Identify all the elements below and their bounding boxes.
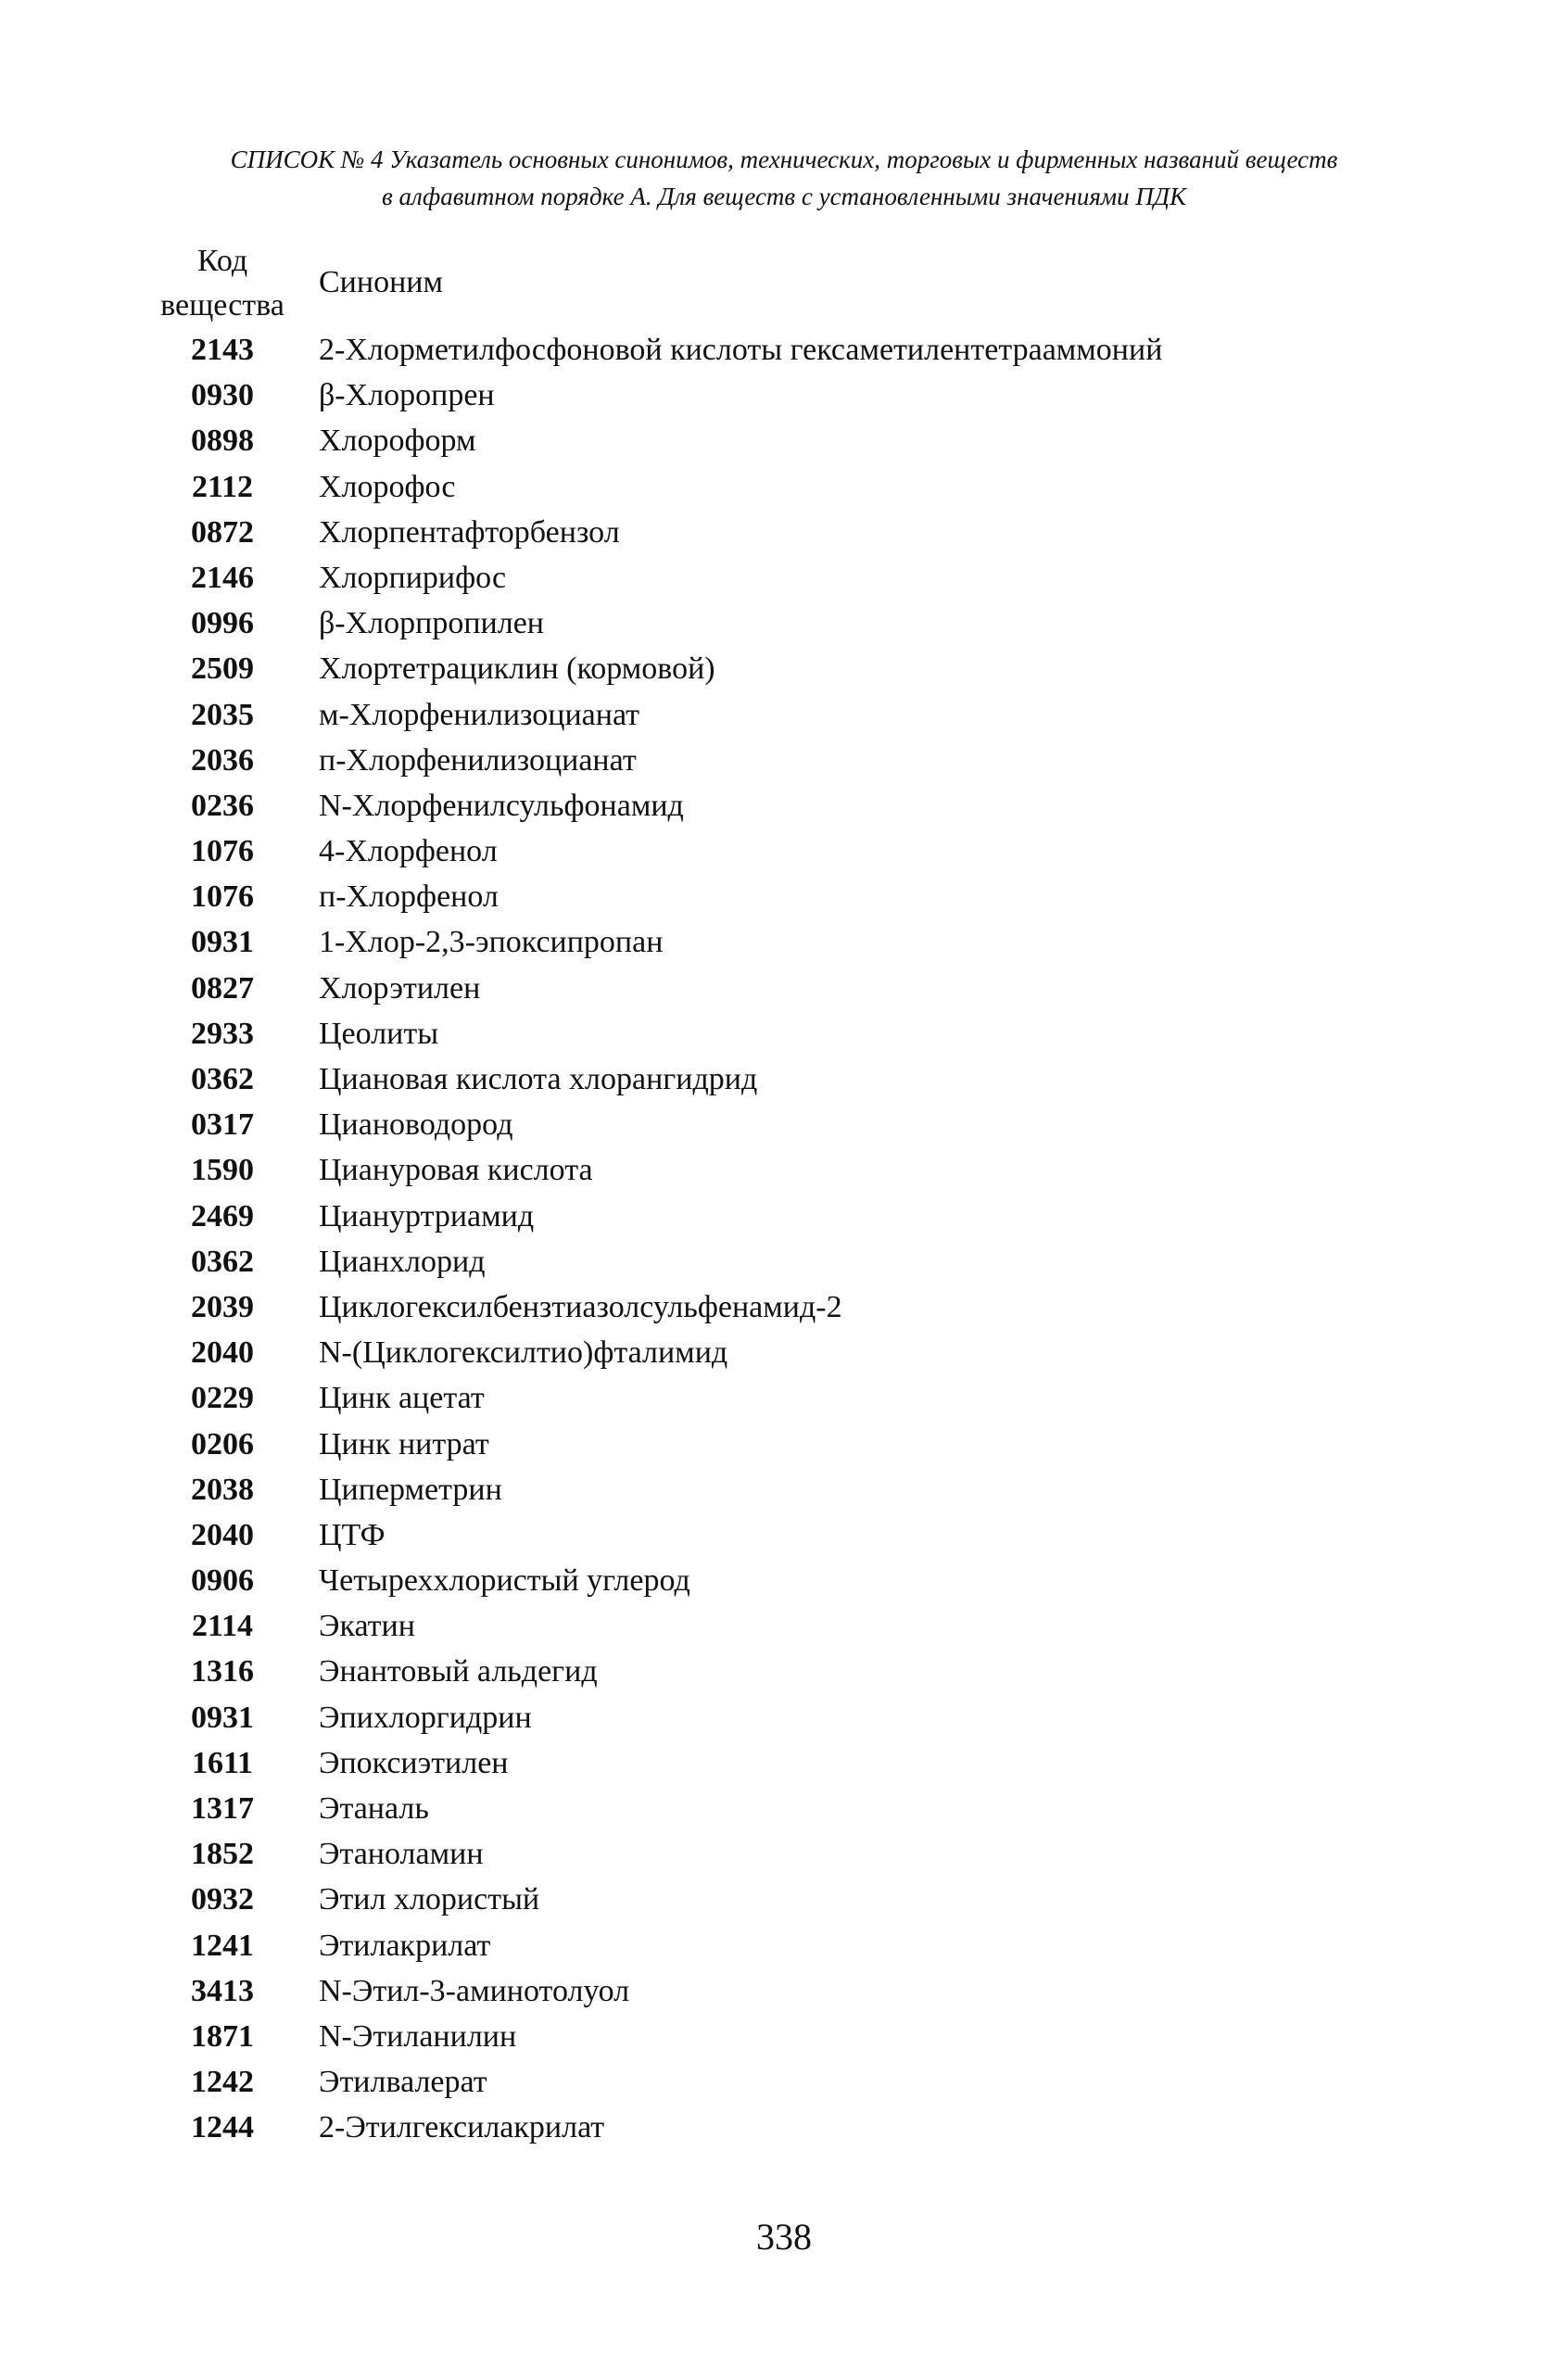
substance-code: 2112 <box>191 469 254 504</box>
substance-code: 1244 <box>191 2110 254 2145</box>
table-row <box>0 1786 1568 1831</box>
table-row <box>0 1056 1568 1102</box>
table-row <box>0 601 1568 646</box>
table-row <box>0 2059 1568 2105</box>
substance-code: 2509 <box>191 652 254 687</box>
substance-code: 2146 <box>191 560 254 595</box>
substance-code: 2040 <box>191 1517 254 1552</box>
table-row <box>0 1649 1568 1694</box>
table-row <box>0 510 1568 555</box>
substance-code: 2469 <box>191 1198 254 1233</box>
substance-code: 0931 <box>191 1700 254 1735</box>
substance-synonym: Циануровая кислота <box>319 1153 593 1188</box>
substance-code: 1076 <box>191 879 254 915</box>
substance-synonym: Цинк ацетат <box>319 1381 485 1416</box>
substance-synonym: Цинк нитрат <box>319 1426 489 1461</box>
substance-code: 2036 <box>191 742 254 778</box>
substance-synonym: Этаналь <box>319 1791 429 1826</box>
table-row <box>0 738 1568 783</box>
substance-synonym: Этил хлористый <box>319 1882 540 1917</box>
table-row <box>0 327 1568 373</box>
substance-synonym: Цианхлорид <box>319 1244 486 1279</box>
column-header-code-line-2: вещества <box>160 288 285 323</box>
table-row <box>0 1877 1568 1922</box>
table-row <box>0 1467 1568 1512</box>
substance-code: 0996 <box>191 606 254 641</box>
table-row <box>0 1512 1568 1558</box>
substance-synonym: п-Хлорфенол <box>319 879 499 915</box>
substance-synonym: N-Этиланилин <box>319 2018 517 2054</box>
substance-code: 0931 <box>191 925 254 960</box>
substance-synonym: 4-Хлорфенол <box>319 834 498 869</box>
table-row <box>0 1695 1568 1740</box>
substance-code: 0362 <box>191 1244 254 1279</box>
table-row <box>0 2105 1568 2150</box>
substance-code: 2040 <box>191 1335 254 1371</box>
substance-code: 1242 <box>191 2065 254 2100</box>
substance-code: 1316 <box>191 1654 254 1689</box>
substance-code: 0229 <box>191 1381 254 1416</box>
substance-code: 3413 <box>191 1973 254 2008</box>
table-row <box>0 2014 1568 2059</box>
substance-synonym: Энантовый альдегид <box>319 1654 598 1689</box>
synonym-list <box>0 327 1568 2151</box>
substance-synonym: Четыреххлористый углерод <box>319 1563 690 1599</box>
substance-synonym: Циперметрин <box>319 1472 502 1507</box>
table-row <box>0 1740 1568 1786</box>
table-row <box>0 783 1568 829</box>
table-row <box>0 555 1568 601</box>
substance-synonym: Хлортетрациклин (кормовой) <box>319 652 715 687</box>
table-row <box>0 1375 1568 1421</box>
column-header-code-line-1: Код <box>196 244 248 278</box>
substance-code: 2143 <box>191 333 254 367</box>
substance-synonym: Циановодород <box>319 1107 513 1143</box>
table-row <box>0 1603 1568 1649</box>
substance-code: 2035 <box>191 697 254 732</box>
table-row <box>0 418 1568 463</box>
table-row <box>0 1011 1568 1056</box>
substance-code: 0317 <box>191 1107 254 1143</box>
substance-synonym: N-Этил-3-аминотолуол <box>319 1973 630 2008</box>
table-row <box>0 1923 1568 1968</box>
substance-synonym: Хлорофос <box>319 469 456 504</box>
table-row <box>0 1284 1568 1330</box>
substance-code: 1611 <box>191 1745 254 1780</box>
substance-code: 0930 <box>191 378 254 413</box>
substance-synonym: Циклогексилбензтиазолсульфенамид-2 <box>319 1289 842 1324</box>
table-row <box>0 1147 1568 1193</box>
substance-synonym: м-Хлорфенилизоцианат <box>319 697 640 732</box>
substance-code: 1852 <box>191 1837 254 1872</box>
substance-synonym: Этилакрилат <box>319 1928 491 1963</box>
table-row <box>0 1102 1568 1147</box>
substance-code: 0206 <box>191 1426 254 1461</box>
table-row <box>0 464 1568 510</box>
column-header-code <box>139 239 306 328</box>
table-row <box>0 1422 1568 1467</box>
substance-code: 0898 <box>191 424 254 459</box>
column-header-synonym: Синоним <box>319 265 443 299</box>
page-number: 338 <box>756 2216 812 2258</box>
table-row <box>0 1831 1568 1877</box>
table-row <box>0 692 1568 738</box>
substance-synonym: N-Хлорфенилсульфонамид <box>319 788 684 823</box>
substance-code: 1871 <box>191 2018 254 2054</box>
table-row <box>0 1239 1568 1284</box>
substance-code: 0872 <box>191 514 254 550</box>
substance-code: 2114 <box>191 1609 254 1644</box>
substance-synonym: Хлороформ <box>319 424 476 459</box>
substance-code: 1317 <box>191 1791 254 1826</box>
substance-synonym: Хлорпентафторбензол <box>319 514 620 550</box>
table-row <box>0 646 1568 691</box>
substance-synonym: Этилвалерат <box>319 2065 487 2100</box>
substance-code: 2039 <box>191 1289 254 1324</box>
substance-synonym: β-Хлорпропилен <box>319 606 544 641</box>
table-row <box>0 1330 1568 1375</box>
substance-synonym: 1-Хлор-2,3-эпоксипропан <box>319 925 664 960</box>
substance-code: 0932 <box>191 1882 254 1917</box>
substance-synonym: β-Хлоропрен <box>319 378 495 413</box>
table-row <box>0 1558 1568 1603</box>
table-row <box>0 829 1568 874</box>
substance-synonym: Циануртриамид <box>319 1198 535 1233</box>
substance-synonym: 2-Этилгексилакрилат <box>319 2110 605 2145</box>
substance-code: 0827 <box>191 970 254 1006</box>
substance-synonym: Хлорпирифос <box>319 560 507 595</box>
substance-code: 0236 <box>191 788 254 823</box>
substance-synonym: ЦТФ <box>319 1517 386 1552</box>
table-row <box>0 966 1568 1011</box>
substance-synonym: Эпоксиэтилен <box>319 1745 509 1780</box>
table-row <box>0 373 1568 418</box>
substance-code: 1590 <box>191 1153 254 1188</box>
substance-synonym: Экатин <box>319 1609 415 1644</box>
substance-synonym: п-Хлорфенилизоцианат <box>319 742 637 778</box>
substance-code: 2038 <box>191 1472 254 1507</box>
substance-code: 0362 <box>191 1062 254 1096</box>
page-header <box>0 141 1568 215</box>
substance-code: 2933 <box>191 1016 254 1051</box>
header-line-2: в алфавитном порядке А. Для веществ с установленными значениями ПДК <box>381 183 1187 210</box>
substance-synonym: Хлорэтилен <box>319 970 481 1006</box>
substance-synonym: N-(Циклогексилтио)фталимид <box>319 1335 728 1371</box>
substance-synonym: Цеолиты <box>319 1016 439 1051</box>
table-row <box>0 1968 1568 2014</box>
substance-code: 1076 <box>191 834 254 869</box>
substance-code: 0906 <box>191 1563 254 1599</box>
table-row <box>0 1194 1568 1239</box>
substance-code: 1241 <box>191 1928 254 1963</box>
substance-synonym: 2-Хлорметилфосфоновой кислоты гексаметилентетрааммоний <box>319 333 1163 367</box>
substance-synonym: Циановая кислота хлорангидрид <box>319 1062 758 1096</box>
substance-synonym: Этаноламин <box>319 1837 484 1872</box>
substance-synonym: Эпихлоргидрин <box>319 1700 532 1735</box>
table-row <box>0 919 1568 965</box>
table-row <box>0 874 1568 919</box>
header-line-1: СПИСОК № 4 Указатель основных синонимов, технических, торговых и фирменных названий веществ <box>230 145 1338 173</box>
